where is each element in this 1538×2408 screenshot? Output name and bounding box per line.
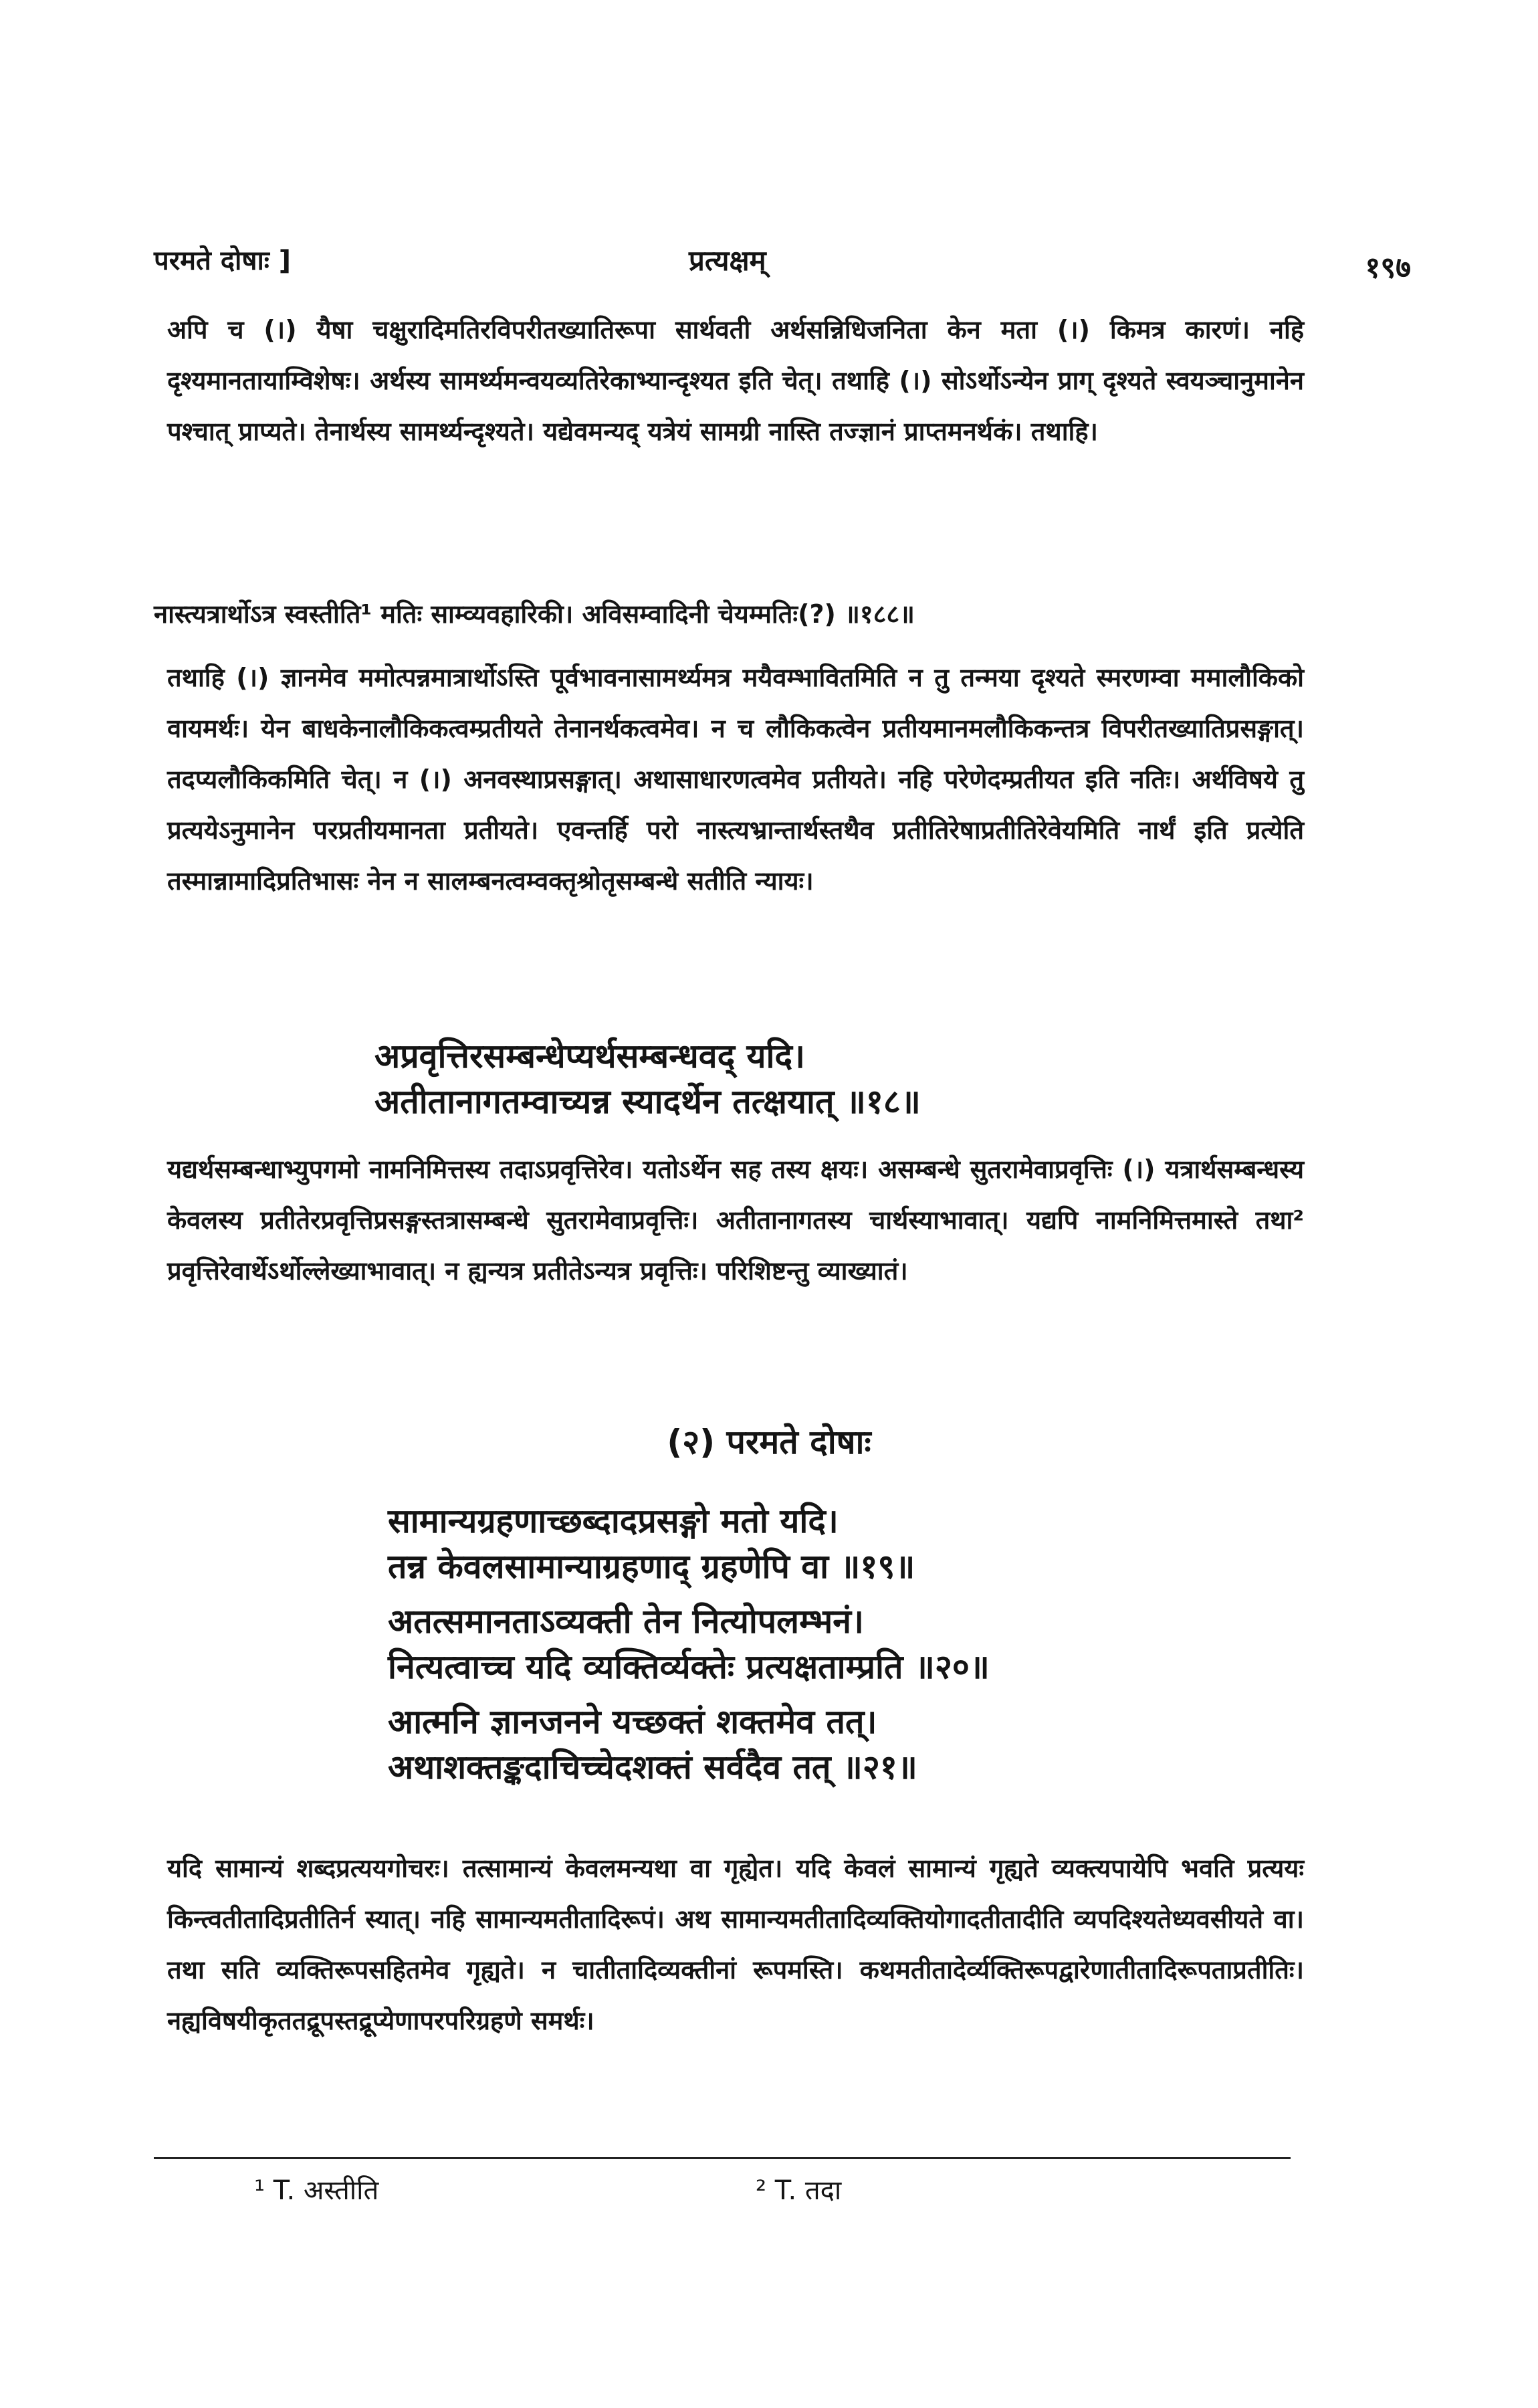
verse-21-line-1: आत्मनि ज्ञानजनने यच्छक्तं शक्तमेव तत्। [388,1702,877,1741]
verse-20-line-1: अतत्समानताऽव्यक्ती तेन नित्योपलम्भनं। [388,1602,864,1641]
verse-18 [374,1033,1244,1124]
verse-18-line-1: अप्रवृत्तिरसम्बन्धेप्यर्थसम्बन्धवद् यदि। [374,1037,806,1076]
paragraph-3: यद्यर्थसम्बन्धाभ्युपगमो नामनिमित्तस्य तदाऽप्रवृत्तिरेव। यतोऽर्थेन सह तस्य क्षयः। असम्बन्धे सुतरामेवाप्रवृत्तिः (।) यत्रार्थसम्बन्धस्य केवलस्य प्रतीतेरप्रवृत्तिप्रसङ्गस्तत्रासम्बन्धे सुतरामेवाप्रवृत्तिः। अतीतानागतस्य चार्थस्याभावात्। यद्यपि नामनिमित्तमास्ते तथा² प्रवृत्तिरेवार्थेऽर्थोल्लेख्याभावात्। न ह्यन्यत्र प्रतीतेऽन्यत्र प्रवृत्तिः। परिशिष्टन्तु व्याख्यातं। [167,1155,1304,1286]
paragraph-4: यदि सामान्यं शब्दप्रत्ययगोचरः। तत्सामान्यं केवलमन्यथा वा गृह्येत। यदि केवलं सामान्यं गृह्यते व्यक्त्यपायेपि भवति प्रत्ययः किन्त्वतीतादिप्रतीतिर्न स्यात्। नहि सामान्यमतीतादिरूपं। अथ सामान्यमतीतादिव्यक्तियोगादतीतादीति व्यपदिश्यतेध्यवसीयते वा। तथा सति व्यक्तिरूपसहितमेव गृह्यते। न चातीतादिव्यक्तीनां रूपमस्ति। कथमतीतादेर्व्यक्तिरूपद्वारेणातीतादिरूपताप्रतीतिः। नह्यविषयीकृततद्रूपस्तद्रूप्येणापरपरिग्रहणे समर्थः। [167,1853,1304,2035]
footnote-1: ¹ T. अस्तीति [254,2175,379,2206]
paragraph-1: अपि च (।) यैषा चक्षुरादिमतिरविपरीतख्यातिरूपा सार्थवती अर्थसन्निधिजनिता केन मता (।) किमत्र कारणं। नहि दृश्यमानतायाम्विशेषः। अर्थस्य सामर्थ्यमन्वयव्यतिरेकाभ्यान्दृश्यत इति चेत्। तथाहि (।) सोऽर्थोऽन्येन प्राग् दृश्यते स्वयञ्चानुमानेन पश्चात् प्राप्यते। तेनार्थस्य सामर्थ्यन्दृश्यते। यद्येवमन्यद् यत्रेयं सामग्री नास्ति तज्ज्ञानं प्राप्तमनर्थकं। तथाहि। [167,315,1304,446]
page-number: १९७ [1365,251,1411,285]
footnote-divider [154,2157,1291,2159]
verse-20-line-2: नित्यत्वाच्च यदि व्यक्तिर्व्यक्तेः प्रत्यक्षताम्प्रति ॥२०॥ [388,1647,990,1686]
verse-188-line: नास्त्यत्रार्थोऽत्र स्वस्तीति¹ मतिः साम्व्यवहारिकी। अविसम्वादिनी चेयम्मतिः(?) ॥१८८॥ [154,599,915,629]
running-header [154,241,1411,294]
paragraph-2: तथाहि (।) ज्ञानमेव ममोत्पन्नमात्रार्थोऽस्ति पूर्वभावनासामर्थ्यमत्र मयैवम्भावितमिति न तु तन्मया दृश्यते स्मरणम्वा ममालौकिको वायमर्थः। येन बाधकेनालौकिकत्वम्प्रतीयते तेनानर्थकत्वमेव। न च लौकिकत्वेन प्रतीयमानमलौकिकन्तत्र विपरीतख्यातिप्रसङ्गात्। तदप्यलौकिकमिति चेत्। न (।) अनवस्थाप्रसङ्गात्। अथासाधारणत्वमेव प्रतीयते। नहि परेणेदम्प्रतीयत इति नतिः। अर्थविषये तु प्रत्ययेऽनुमानेन परप्रतीयमानता प्रतीयते। एवन्तर्हि परो नास्त्यभ्रान्तार्थस्तथैव प्रतीतिरेषाप्रतीतिरेवेयमिति नार्थं इति प्रत्येति तस्मान्नामादिप्रतिभासः नेन न सालम्बनत्वम्वक्तृश्रोतृसम्बन्धे सतीति न्यायः। [167,663,1304,896]
header-chapter-title: प्रत्यक्षम् [689,244,766,277]
header-section-title: परमते दोषाः ] [154,245,292,276]
footnote-2: ² T. तदा [756,2175,842,2206]
verses-19-21 [388,1498,1257,1790]
verse-19-line-1: सामान्यग्रहणाच्छब्दादप्रसङ्गो मतो यदि। [388,1502,839,1540]
verse-21-line-2: अथाशक्तङ्कदाचिच्चेदशक्तं सर्वदैव तत् ॥२१॥ [388,1748,917,1787]
section-heading: (२) परमते दोषाः [667,1423,871,1462]
verse-18-line-2: अतीतानागतम्वाच्यन्न स्यादर्थेन तत्क्षयात् ॥१८॥ [374,1082,921,1121]
verse-19-line-2: तन्न केवलसामान्याग्रहणाद् ग्रहणेपि वा ॥१९॥ [388,1547,915,1586]
